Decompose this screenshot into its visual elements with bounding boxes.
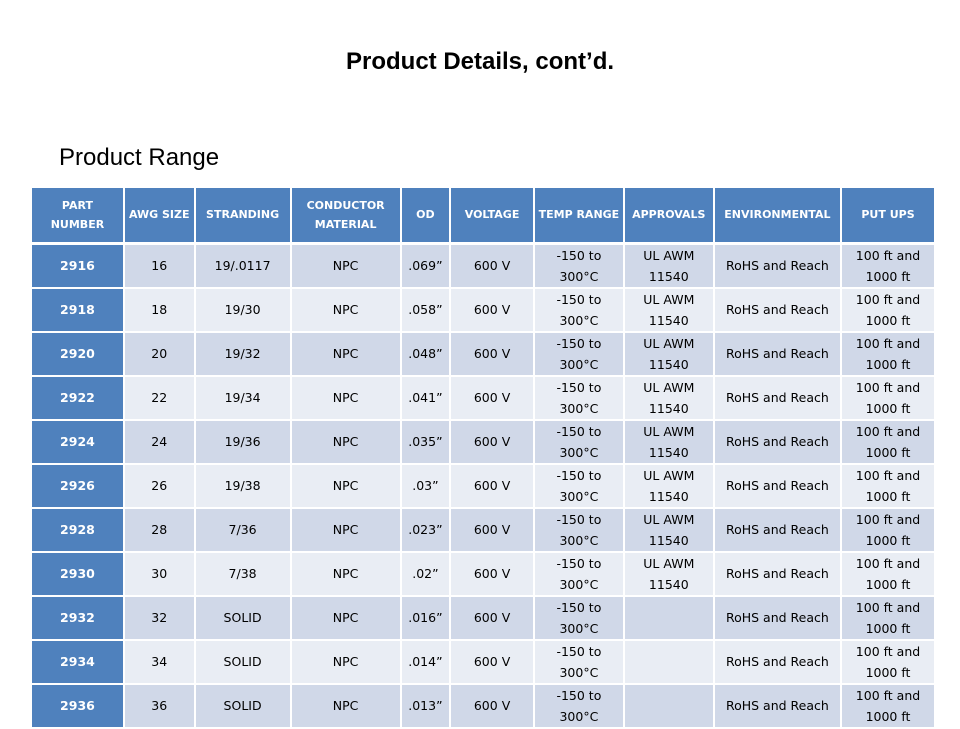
column-header-voltage: VOLTAGE xyxy=(450,188,534,243)
column-header-awg-size: AWG SIZE xyxy=(124,188,195,243)
cell-environmental: RoHS and Reach xyxy=(714,464,841,508)
cell-environmental: RoHS and Reach xyxy=(714,243,841,288)
cell-voltage: 600 V xyxy=(450,640,534,684)
cell-awg-size: 32 xyxy=(124,596,195,640)
column-header-stranding: STRANDING xyxy=(195,188,291,243)
cell-put-ups: 100 ft and 1000 ft xyxy=(841,640,935,684)
cell-temp-range: -150 to 300°C xyxy=(534,596,624,640)
cell-part-number: 2918 xyxy=(32,288,124,332)
cell-od: .035” xyxy=(401,420,450,464)
cell-temp-range: -150 to 300°C xyxy=(534,420,624,464)
cell-awg-size: 18 xyxy=(124,288,195,332)
cell-stranding: 19/36 xyxy=(195,420,291,464)
cell-temp-range: -150 to 300°C xyxy=(534,640,624,684)
table-row xyxy=(32,552,935,596)
cell-voltage: 600 V xyxy=(450,684,534,728)
cell-voltage: 600 V xyxy=(450,332,534,376)
cell-temp-range: -150 to 300°C xyxy=(534,376,624,420)
column-header-approvals: APPROVALS xyxy=(624,188,714,243)
table-row xyxy=(32,376,935,420)
cell-stranding: 19/34 xyxy=(195,376,291,420)
cell-put-ups: 100 ft and 1000 ft xyxy=(841,376,935,420)
cell-environmental: RoHS and Reach xyxy=(714,332,841,376)
cell-approvals xyxy=(624,640,714,684)
cell-environmental: RoHS and Reach xyxy=(714,552,841,596)
table-row xyxy=(32,596,935,640)
cell-put-ups: 100 ft and 1000 ft xyxy=(841,420,935,464)
cell-conductor-material: NPC xyxy=(291,420,401,464)
cell-temp-range: -150 to 300°C xyxy=(534,464,624,508)
cell-awg-size: 22 xyxy=(124,376,195,420)
cell-temp-range: -150 to 300°C xyxy=(534,288,624,332)
table-row xyxy=(32,508,935,552)
cell-temp-range: -150 to 300°C xyxy=(534,243,624,288)
column-header-conductor-material: CONDUCTOR MATERIAL xyxy=(291,188,401,243)
cell-conductor-material: NPC xyxy=(291,552,401,596)
cell-approvals: UL AWM 11540 xyxy=(624,243,714,288)
cell-od: .03” xyxy=(401,464,450,508)
cell-part-number: 2924 xyxy=(32,420,124,464)
cell-part-number: 2930 xyxy=(32,552,124,596)
cell-put-ups: 100 ft and 1000 ft xyxy=(841,508,935,552)
cell-temp-range: -150 to 300°C xyxy=(534,508,624,552)
cell-temp-range: -150 to 300°C xyxy=(534,332,624,376)
cell-part-number: 2934 xyxy=(32,640,124,684)
cell-voltage: 600 V xyxy=(450,288,534,332)
cell-od: .023” xyxy=(401,508,450,552)
cell-part-number: 2928 xyxy=(32,508,124,552)
cell-approvals: UL AWM 11540 xyxy=(624,420,714,464)
cell-conductor-material: NPC xyxy=(291,508,401,552)
cell-put-ups: 100 ft and 1000 ft xyxy=(841,243,935,288)
table-row xyxy=(32,464,935,508)
cell-stranding: SOLID xyxy=(195,684,291,728)
column-header-environmental: ENVIRONMENTAL xyxy=(714,188,841,243)
cell-od: .048” xyxy=(401,332,450,376)
cell-awg-size: 36 xyxy=(124,684,195,728)
cell-stranding: 7/38 xyxy=(195,552,291,596)
table-body xyxy=(32,243,935,728)
cell-put-ups: 100 ft and 1000 ft xyxy=(841,288,935,332)
cell-od: .013” xyxy=(401,684,450,728)
cell-stranding: 19/32 xyxy=(195,332,291,376)
cell-voltage: 600 V xyxy=(450,420,534,464)
cell-put-ups: 100 ft and 1000 ft xyxy=(841,596,935,640)
cell-temp-range: -150 to 300°C xyxy=(534,552,624,596)
slide-title: Product Details, cont’d. xyxy=(345,48,615,75)
cell-approvals: UL AWM 11540 xyxy=(624,288,714,332)
cell-voltage: 600 V xyxy=(450,596,534,640)
cell-od: .02” xyxy=(401,552,450,596)
cell-approvals xyxy=(624,684,714,728)
cell-awg-size: 16 xyxy=(124,243,195,288)
cell-environmental: RoHS and Reach xyxy=(714,596,841,640)
cell-put-ups: 100 ft and 1000 ft xyxy=(841,552,935,596)
column-header-put-ups: PUT UPS xyxy=(841,188,935,243)
cell-stranding: 19/38 xyxy=(195,464,291,508)
cell-put-ups: 100 ft and 1000 ft xyxy=(841,684,935,728)
cell-environmental: RoHS and Reach xyxy=(714,684,841,728)
column-header-od: OD xyxy=(401,188,450,243)
cell-awg-size: 24 xyxy=(124,420,195,464)
cell-part-number: 2936 xyxy=(32,684,124,728)
column-header-part-number: PART NUMBER xyxy=(32,188,124,243)
table-row xyxy=(32,243,935,288)
cell-stranding: 7/36 xyxy=(195,508,291,552)
cell-voltage: 600 V xyxy=(450,552,534,596)
cell-environmental: RoHS and Reach xyxy=(714,376,841,420)
cell-conductor-material: NPC xyxy=(291,288,401,332)
table-row xyxy=(32,420,935,464)
cell-stranding: SOLID xyxy=(195,596,291,640)
cell-approvals: UL AWM 11540 xyxy=(624,376,714,420)
cell-conductor-material: NPC xyxy=(291,376,401,420)
cell-od: .058” xyxy=(401,288,450,332)
cell-conductor-material: NPC xyxy=(291,464,401,508)
cell-part-number: 2920 xyxy=(32,332,124,376)
cell-awg-size: 20 xyxy=(124,332,195,376)
table-row xyxy=(32,288,935,332)
cell-approvals: UL AWM 11540 xyxy=(624,552,714,596)
cell-voltage: 600 V xyxy=(450,508,534,552)
cell-awg-size: 34 xyxy=(124,640,195,684)
cell-awg-size: 28 xyxy=(124,508,195,552)
cell-stranding: SOLID xyxy=(195,640,291,684)
cell-voltage: 600 V xyxy=(450,376,534,420)
cell-od: .069” xyxy=(401,243,450,288)
cell-stranding: 19/30 xyxy=(195,288,291,332)
cell-part-number: 2922 xyxy=(32,376,124,420)
cell-stranding: 19/.0117 xyxy=(195,243,291,288)
table-row xyxy=(32,640,935,684)
section-heading: Product Range xyxy=(59,144,220,171)
cell-conductor-material: NPC xyxy=(291,332,401,376)
cell-environmental: RoHS and Reach xyxy=(714,420,841,464)
table-row xyxy=(32,684,935,728)
cell-conductor-material: NPC xyxy=(291,684,401,728)
cell-approvals: UL AWM 11540 xyxy=(624,464,714,508)
cell-od: .014” xyxy=(401,640,450,684)
column-header-temp-range: TEMP RANGE xyxy=(534,188,624,243)
cell-environmental: RoHS and Reach xyxy=(714,288,841,332)
table-row xyxy=(32,332,935,376)
cell-part-number: 2916 xyxy=(32,243,124,288)
cell-put-ups: 100 ft and 1000 ft xyxy=(841,332,935,376)
cell-temp-range: -150 to 300°C xyxy=(534,684,624,728)
cell-part-number: 2926 xyxy=(32,464,124,508)
cell-od: .041” xyxy=(401,376,450,420)
cell-approvals: UL AWM 11540 xyxy=(624,332,714,376)
cell-part-number: 2932 xyxy=(32,596,124,640)
cell-voltage: 600 V xyxy=(450,464,534,508)
cell-awg-size: 26 xyxy=(124,464,195,508)
table-header-row xyxy=(32,188,935,243)
cell-conductor-material: NPC xyxy=(291,243,401,288)
cell-od: .016” xyxy=(401,596,450,640)
cell-approvals xyxy=(624,596,714,640)
cell-voltage: 600 V xyxy=(450,243,534,288)
cell-conductor-material: NPC xyxy=(291,640,401,684)
cell-environmental: RoHS and Reach xyxy=(714,640,841,684)
cell-approvals: UL AWM 11540 xyxy=(624,508,714,552)
cell-environmental: RoHS and Reach xyxy=(714,508,841,552)
cell-awg-size: 30 xyxy=(124,552,195,596)
cell-put-ups: 100 ft and 1000 ft xyxy=(841,464,935,508)
product-range-table xyxy=(32,188,936,729)
cell-conductor-material: NPC xyxy=(291,596,401,640)
